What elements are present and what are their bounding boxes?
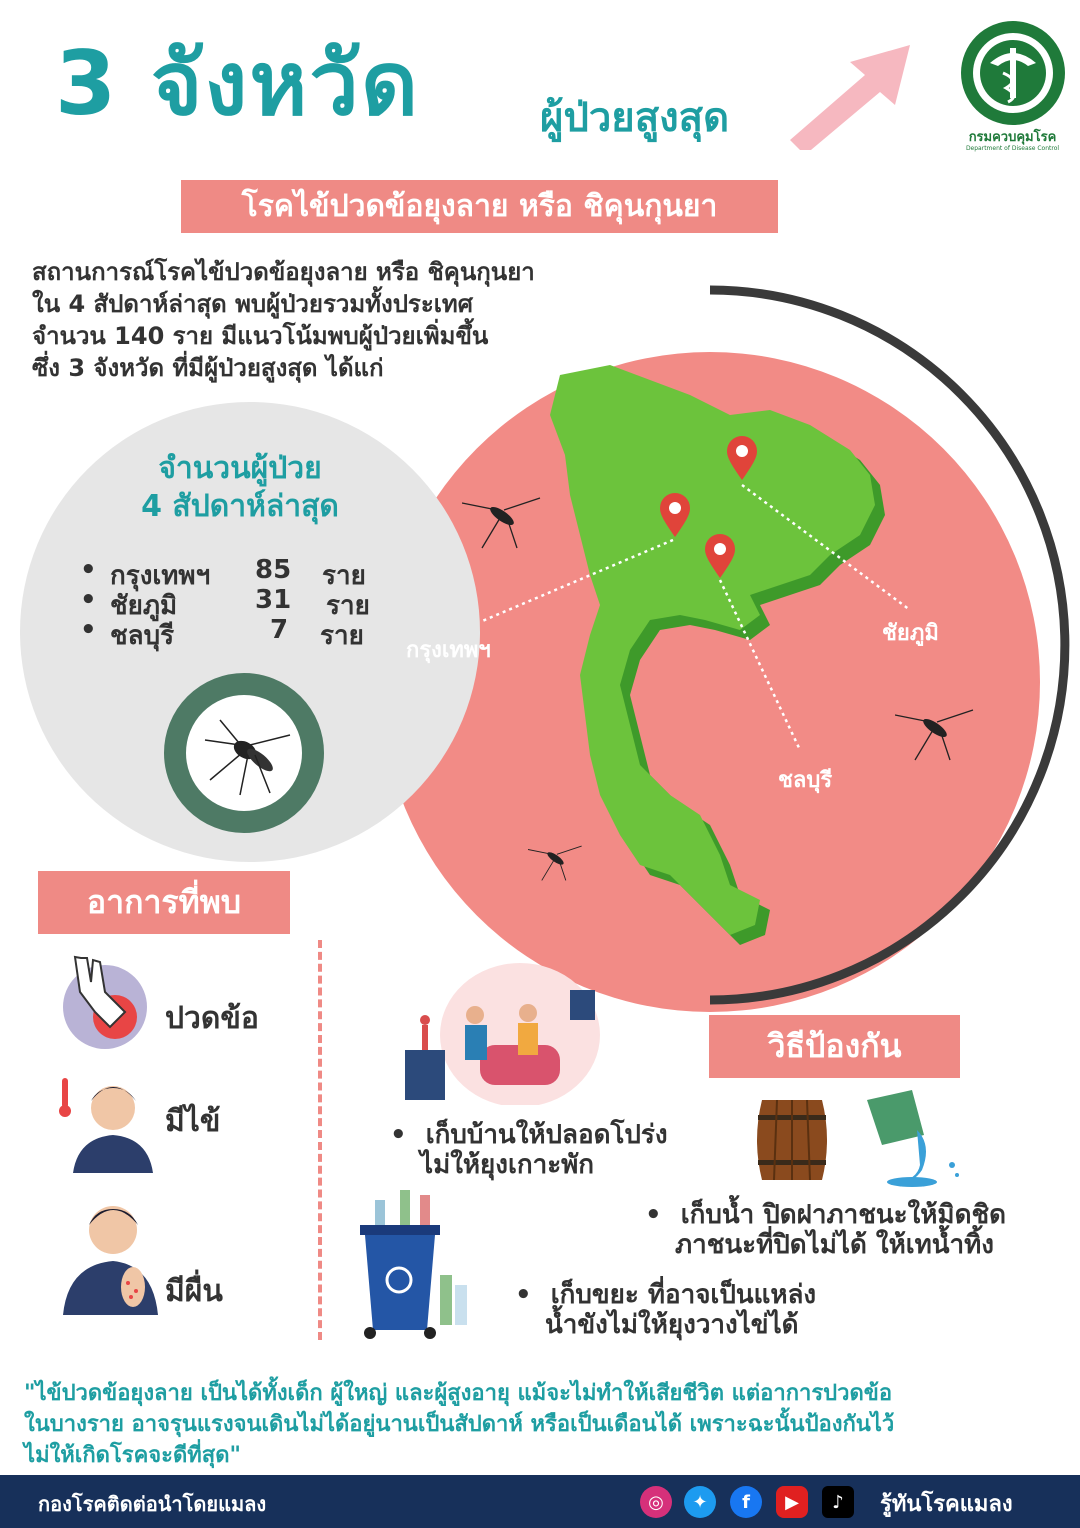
prevention-item-2 bbox=[645, 1200, 1006, 1260]
footer-page-name[interactable]: รู้ทันโรคแมลง bbox=[880, 1492, 1013, 1517]
footer-org-name: กองโรคติดต่อนำโดยแมลง bbox=[38, 1492, 267, 1516]
quote-line: "ไข้ปวดข้อยุงลาย เป็นได้ทั้งเด็ก ผู้ใหญ่ และผู้สูงอายุ แม้จะไม่ทำให้เสียชีวิต แต่อาการปวดข้อ bbox=[24, 1381, 893, 1406]
cleaning-house-icon bbox=[390, 955, 600, 1105]
mosquito-icon bbox=[462, 488, 542, 550]
stats-heading-line: 4 สัปดาห์ล่าสุด bbox=[141, 489, 339, 524]
intro-line: จำนวน 140 ราย มีแนวโน้มพบผู้ป่วยเพิ่มขึ้น bbox=[32, 322, 489, 350]
map-label-chonburi: ชลบุรี bbox=[778, 768, 833, 793]
symptom-joint-pain: ปวดข้อ bbox=[165, 1001, 259, 1036]
page-title: 3 จังหวัด bbox=[55, 32, 420, 135]
map-label-chaiyaphum: ชัยภูมิ bbox=[882, 621, 939, 646]
ministry-logo-icon bbox=[958, 18, 1068, 128]
pouring-water-icon bbox=[862, 1090, 972, 1190]
mosquito-icon bbox=[200, 705, 300, 800]
recycle-bin-icon bbox=[355, 1185, 495, 1340]
stat-unit: ราย bbox=[322, 561, 366, 591]
stat-bullet: • bbox=[80, 585, 97, 615]
quote-line: ไม่ให้เกิดโรคจะดีที่สุด" bbox=[24, 1443, 241, 1468]
prevention-line: เก็บน้ำ ปิดฝาภาชนะให้มิดชิด bbox=[680, 1200, 1006, 1230]
joint-pain-icon bbox=[55, 952, 155, 1052]
bullet: • bbox=[645, 1200, 662, 1230]
trend-up-arrow-icon bbox=[780, 30, 920, 150]
barrel-icon bbox=[752, 1095, 832, 1185]
prevention-line: เก็บขยะ ที่อาจเป็นแหล่ง bbox=[550, 1280, 817, 1310]
stat-row-chonburi bbox=[80, 615, 380, 651]
map-label-bangkok: กรุงเทพฯ bbox=[406, 638, 491, 663]
stat-bullet: • bbox=[80, 555, 97, 585]
prevention-line: ไม่ให้ยุงเกาะพัก bbox=[420, 1150, 595, 1180]
prevention-item-1 bbox=[390, 1120, 668, 1180]
rash-icon bbox=[58, 1195, 158, 1315]
twitter-icon[interactable]: ✦ bbox=[684, 1486, 716, 1518]
stat-count: 31 bbox=[255, 585, 292, 615]
page-title-suffix: ผู้ป่วยสูงสุด bbox=[540, 95, 730, 141]
prevention-line: ภาชนะที่ปิดไม่ได้ ให้เทน้ำทิ้ง bbox=[675, 1230, 994, 1260]
intro-line: สถานการณ์โรคไข้ปวดข้อยุงลาย หรือ ชิคุนกุนยา bbox=[32, 258, 535, 286]
subtitle-banner: โรคไข้ปวดข้อยุงลาย หรือ ชิคุนกุนยา bbox=[181, 180, 778, 233]
stats-heading-line: จำนวนผู้ป่วย bbox=[158, 451, 322, 486]
youtube-icon[interactable]: ▶ bbox=[776, 1486, 808, 1518]
stat-count: 85 bbox=[255, 555, 292, 585]
intro-line: ซึ่ง 3 จังหวัด ที่มีผู้ป่วยสูงสุด ได้แก่ bbox=[32, 354, 384, 382]
symptom-rash: มีผื่น bbox=[165, 1274, 223, 1309]
stat-province: ชลบุรี bbox=[110, 621, 175, 651]
stat-row-bangkok bbox=[80, 555, 380, 591]
prevention-heading: วิธีป้องกัน bbox=[709, 1015, 960, 1078]
prevention-line: เก็บบ้านให้ปลอดโปร่ง bbox=[425, 1120, 668, 1150]
stat-row-chaiyaphum bbox=[80, 585, 380, 621]
stat-count: 7 bbox=[270, 615, 289, 645]
department-name-english: Department of Disease Control bbox=[965, 145, 1060, 152]
department-name-thai: กรมควบคุมโรค bbox=[968, 130, 1057, 145]
prevention-item-3 bbox=[515, 1280, 816, 1340]
intro-line: ใน 4 สัปดาห์ล่าสุด พบผู้ป่วยรวมทั้งประเทศ bbox=[32, 290, 473, 318]
stat-unit: ราย bbox=[326, 591, 370, 621]
stat-bullet: • bbox=[80, 615, 97, 645]
stat-province: กรุงเทพฯ bbox=[110, 561, 211, 591]
quote-line: ในบางราย อาจรุนแรงจนเดินไม่ได้อยู่นานเป็นสัปดาห์ หรือเป็นเดือนได้ เพราะฉะนั้นป้องกันไว้ bbox=[24, 1412, 895, 1437]
stat-province: ชัยภูมิ bbox=[110, 591, 178, 621]
tiktok-icon[interactable]: ♪ bbox=[822, 1486, 854, 1518]
section-divider bbox=[318, 940, 322, 1340]
fever-icon bbox=[58, 1073, 153, 1173]
instagram-icon[interactable]: ◎ bbox=[640, 1486, 672, 1518]
mosquito-icon bbox=[528, 838, 583, 883]
prevention-line: น้ำขังไม่ให้ยุงวางไข่ได้ bbox=[545, 1310, 799, 1340]
closing-quote bbox=[24, 1378, 1064, 1471]
facebook-icon[interactable]: f bbox=[730, 1486, 762, 1518]
stat-unit: ราย bbox=[320, 621, 364, 651]
bullet: • bbox=[515, 1280, 532, 1310]
symptom-fever: มีไข้ bbox=[165, 1104, 221, 1139]
mosquito-icon bbox=[895, 700, 975, 762]
bullet: • bbox=[390, 1120, 407, 1150]
symptoms-heading: อาการที่พบ bbox=[38, 871, 290, 934]
stats-heading bbox=[60, 450, 420, 526]
